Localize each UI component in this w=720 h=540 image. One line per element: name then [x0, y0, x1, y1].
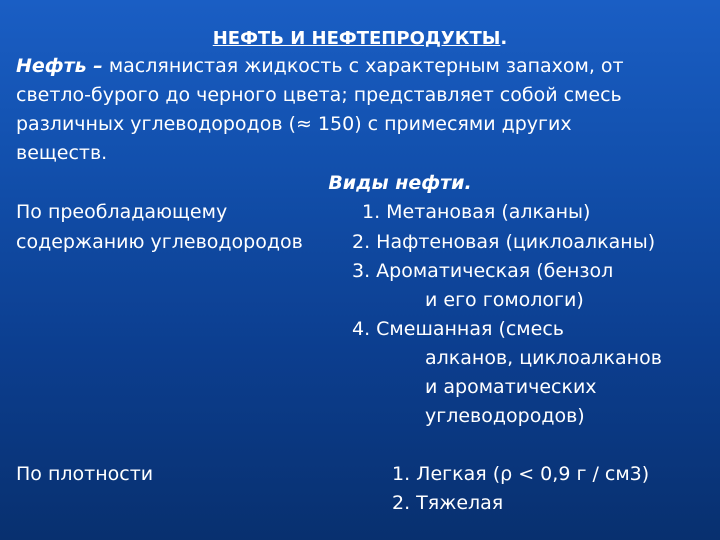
intro-line-2: светло-бурого до черного цвета; представляет собой смесь: [16, 84, 622, 106]
intro-term: Нефть –: [16, 55, 103, 77]
composition-item: 2. Нафтеновая (циклоалканы): [352, 231, 656, 253]
intro-line-3: различных углеводородов (≈ 150) с примесями других: [16, 113, 572, 135]
intro-line-1: [16, 52, 624, 81]
subtitle: [0, 169, 720, 198]
composition-label-1: По преобладающему: [16, 201, 228, 223]
composition-label-2: содержанию углеводородов: [16, 231, 303, 253]
intro-line-4: веществ.: [16, 142, 108, 164]
composition-item: углеводородов): [425, 405, 585, 427]
composition-item: алканов, циклоалканов: [425, 347, 662, 369]
composition-item: 3. Ароматическая (бензол: [352, 260, 614, 282]
intro-line-1-text: маслянистая жидкость с характерным запахом, от: [102, 55, 624, 77]
composition-item: и его гомологи): [425, 289, 584, 311]
slide-title: [0, 24, 720, 53]
title-text: НЕФТЬ И НЕФТЕПРОДУКТЫ: [212, 28, 501, 49]
subtitle-text: Виды нефти.: [328, 172, 472, 194]
composition-item: и ароматических: [425, 376, 597, 398]
title-dot: .: [500, 28, 508, 49]
composition-item: 4. Смешанная (смесь: [352, 318, 564, 340]
density-item: 1. Легкая (ρ < 0,9 г / см3): [392, 463, 650, 485]
composition-item: 1. Метановая (алканы): [362, 201, 591, 223]
density-label: По плотности: [16, 463, 154, 485]
density-item: 2. Тяжелая: [392, 492, 504, 514]
